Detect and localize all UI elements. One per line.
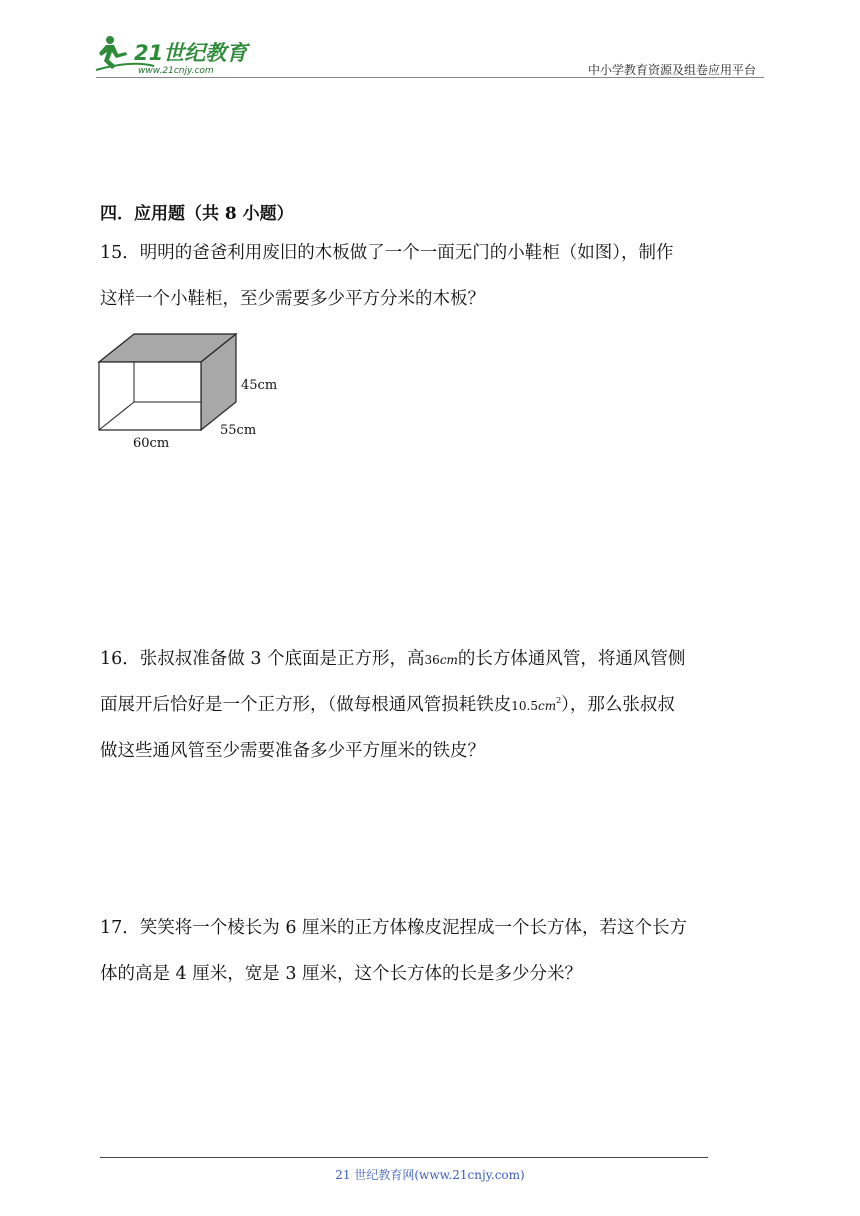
question-15-line-2: 这样一个小鞋柜，至少需要多少平方分米的木板？ <box>100 289 485 309</box>
depth-label: 55cm <box>220 423 257 438</box>
platform-tagline: 中小学教育资源及组卷应用平台 <box>587 63 756 77</box>
height-label: 45cm <box>241 378 278 393</box>
width-label: 60cm <box>133 436 170 451</box>
logo-text: 21世纪教育 <box>134 41 248 65</box>
question-17-line-1: 17．笑笑将一个棱长为 6 厘米的正方体橡皮泥捏成一个长方体，若这个长方 <box>100 918 688 938</box>
question-16-line-3: 做这些通风管至少需要准备多少平方厘米的铁皮？ <box>100 741 485 761</box>
q16-loss-exponent: 2 <box>556 696 562 706</box>
page-header <box>0 0 860 82</box>
footer-divider <box>100 1157 708 1158</box>
q16-text-1a: 16．张叔叔准备做 3 个底面是正方形，高 <box>100 649 425 669</box>
question-16-line-2 <box>100 697 765 743</box>
q16-loss-value: 10.5 <box>511 699 538 713</box>
footer-link[interactable]: 21 世纪教育网(www.21cnjy.com) <box>335 1168 525 1182</box>
q16-loss-unit: cm <box>537 699 557 713</box>
header-divider <box>96 77 764 78</box>
q16-height-value: 36 <box>424 653 440 667</box>
question-15-line-1: 15．明明的爸爸利用废旧的木板做了一个一面无门的小鞋柜（如图），制作 <box>100 243 674 263</box>
logo-url: www.21cnjy.com <box>138 66 214 76</box>
site-logo[interactable] <box>92 30 262 80</box>
section-title: 四．应用题（共 8 小题） <box>100 204 294 224</box>
question-15 <box>100 245 765 337</box>
q16-text-2a: 面展开后恰好是一个正方形，（做每根通风管损耗铁皮 <box>100 695 512 715</box>
question-17-line-2: 体的高是 4 厘米，宽是 3 厘米，这个长方体的长是多少分米？ <box>100 964 583 984</box>
q16-height-unit: cm <box>439 653 458 667</box>
shoe-cabinet-figure <box>96 330 296 455</box>
question-16-line-1 <box>100 651 765 697</box>
question-16 <box>100 651 765 789</box>
q16-text-2b: ），那么张叔叔 <box>561 695 675 715</box>
q16-text-1b: 的长方体通风管，将通风管侧 <box>457 649 686 669</box>
question-17 <box>100 920 765 1012</box>
